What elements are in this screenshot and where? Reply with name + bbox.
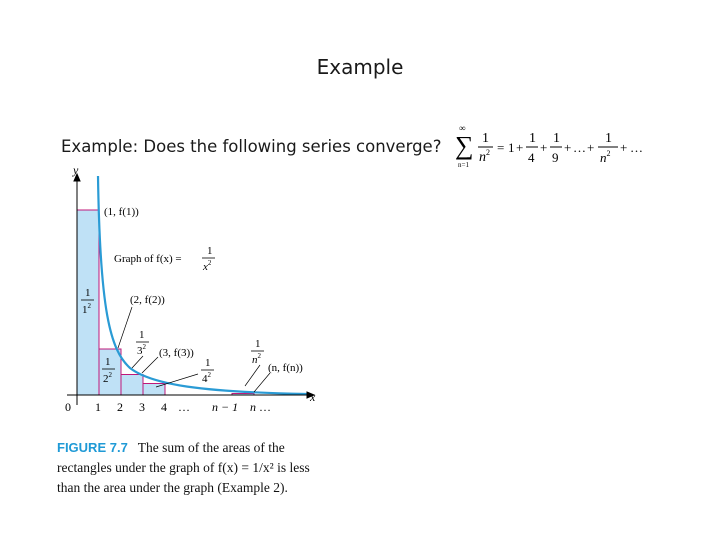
plus-sign: + [587,140,595,155]
x-tick-n-minus-1: n − 1 [212,400,239,414]
caption-text: The sum of the areas of the rectangles under the graph of f(x) = 1/x² is less than the area under the graph (Example 2). [57,440,310,495]
term2-denominator: 4 [528,150,535,165]
slide-title: Example [316,55,404,79]
graph-label: Graph of f(x) = [114,253,182,265]
rect-label-n [245,338,264,386]
svg-text:1: 1 [139,329,145,341]
rect-3 [121,375,143,396]
term3-denominator: 9 [552,150,559,165]
graph-frac-num: 1 [207,245,213,257]
svg-text:1: 1 [85,287,91,299]
x-tick-ellipsis-2: … [259,400,271,414]
label-point-1: (1, f(1)) [104,206,139,218]
question-text: Example: Does the following series converge? [61,137,442,156]
x-tick-ellipsis: … [178,400,190,414]
plus-sign: + [620,140,628,155]
equals-sign: = [497,140,505,155]
label-point-n: (n, f(n)) [268,362,303,374]
svg-text:32: $3^2$ [137,343,146,357]
y-axis-label: y [73,163,79,177]
x-tick-4: 4 [161,400,167,414]
label-point-3: (3, f(3)) [159,347,194,359]
svg-text:42: $4^2$ [202,371,211,385]
svg-text:12: $1^2$ [82,302,91,316]
svg-text:22: $2^2$ [103,371,112,385]
sigma-symbol: ∑ [455,131,474,160]
x-tick-3: 3 [139,400,145,414]
trailing-ellipsis: … [630,140,643,155]
svg-text:1: 1 [255,338,261,350]
term3-numerator: 1 [553,131,560,146]
rect-label-3 [132,329,149,368]
svg-text:1: 1 [205,357,211,369]
x-tick-1: 1 [95,400,101,414]
rectangles [77,210,254,395]
plus-sign: + [564,140,572,155]
sum-upper-limit: ∞ [459,123,466,133]
ellipsis: … [573,140,586,155]
x-tick-labels [65,400,271,414]
termn-numerator: 1 [605,131,612,146]
first-term: 1 [508,140,515,155]
plus-sign: + [540,140,548,155]
term2-numerator: 1 [529,131,536,146]
term-denominator: $n^2$ [479,148,490,165]
x-axis-label: x [310,390,316,404]
label-point-2: (2, f(2)) [130,294,165,306]
figure-label: FIGURE 7.7 [57,440,128,455]
svg-text:1: 1 [105,356,111,368]
graph-frac-den: $x^2$ [203,259,212,273]
x-tick-2: 2 [117,400,123,414]
x-tick-0: 0 [65,400,71,414]
x-tick-n: n [250,400,256,414]
figure-caption [57,438,327,498]
series-formula [453,122,653,172]
leader-point-3 [142,357,158,373]
term-numerator: 1 [482,131,489,146]
leader-point-2 [118,307,132,348]
sum-lower-limit: n=1 [458,161,469,169]
svg-text:n2: $n^2$ [252,352,261,366]
leader-point-n [254,373,270,392]
termn-denominator: $n^2$ [600,149,611,165]
plus-sign: + [516,140,524,155]
figure-diagram [52,160,332,422]
